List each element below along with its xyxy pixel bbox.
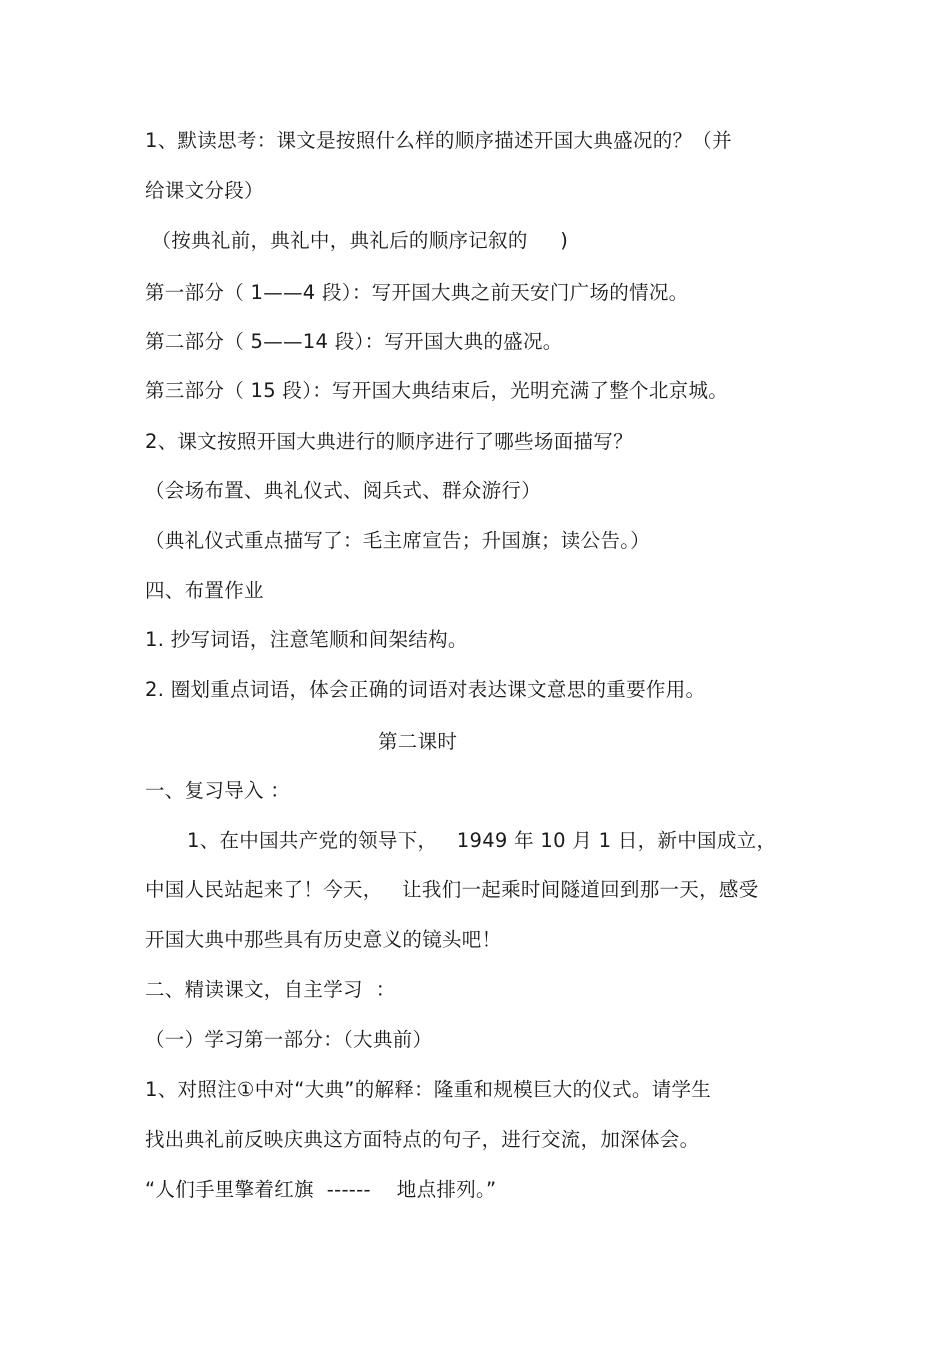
homework-item-2: 2. 圈划重点词语，体会正确的词语对表达课文意思的重要作用。: [145, 678, 706, 701]
reading-question-1-line-2: 找出典礼前反映庆典这方面特点的句子，进行交流，加深体会。: [145, 1128, 700, 1151]
quoted-sentence: “人们手里擎着红旗 ------ 地点排列。”: [145, 1178, 497, 1201]
reading-question-1-line-1: 1、对照注①中对“大典”的解释：隆重和规模巨大的仪式。请学生: [145, 1078, 712, 1101]
section-reading-heading: 二、精读课文，自主学习 ：: [145, 978, 396, 1001]
part-two: 第二部分（ 5——14 段）：写开国大典的盛况。: [145, 330, 563, 353]
section-review-heading: 一、复习导入 ：: [145, 779, 291, 802]
answer-ceremony: （典礼仪式重点描写了：毛主席宣告；升国旗；读公告。）: [145, 529, 651, 552]
lesson-two-title: 第二课时: [378, 730, 458, 753]
part-one: 第一部分（ 1——4 段）：写开国大典之前天安门广场的情况。: [145, 281, 689, 304]
review-paragraph-line-3: 开国大典中那些具有历史意义的镜头吧！: [145, 928, 502, 951]
review-paragraph-line-2: 中国人民站起来了！今天， 让我们一起乘时间隧道回到那一天，感受: [145, 878, 759, 901]
answer-scenes: （会场布置、典礼仪式、阅兵式、群众游行）: [145, 479, 542, 502]
homework-item-1: 1. 抄写词语，注意笔顺和间架结构。: [145, 628, 468, 651]
part-three: 第三部分（ 15 段）：写开国大典结束后，光明充满了整个北京城。: [145, 379, 729, 402]
question-1-line-2: 给课文分段）: [145, 179, 264, 202]
answer-order: （按典礼前，典礼中，典礼后的顺序记叙的 ): [145, 229, 569, 252]
question-2: 2、课文按照开国大典进行的顺序进行了哪些场面描写？: [145, 430, 633, 453]
subsection-part-one: （一）学习第一部分：（大典前）: [145, 1028, 433, 1051]
review-paragraph-line-1: 1、在中国共产党的领导下， 1949 年 10 月 1 日，新中国成立，: [187, 829, 777, 852]
section-homework-heading: 四、布置作业: [145, 579, 264, 602]
question-1-line-1: 1、默读思考：课文是按照什么样的顺序描述开国大典盛况的？（并: [145, 129, 732, 152]
